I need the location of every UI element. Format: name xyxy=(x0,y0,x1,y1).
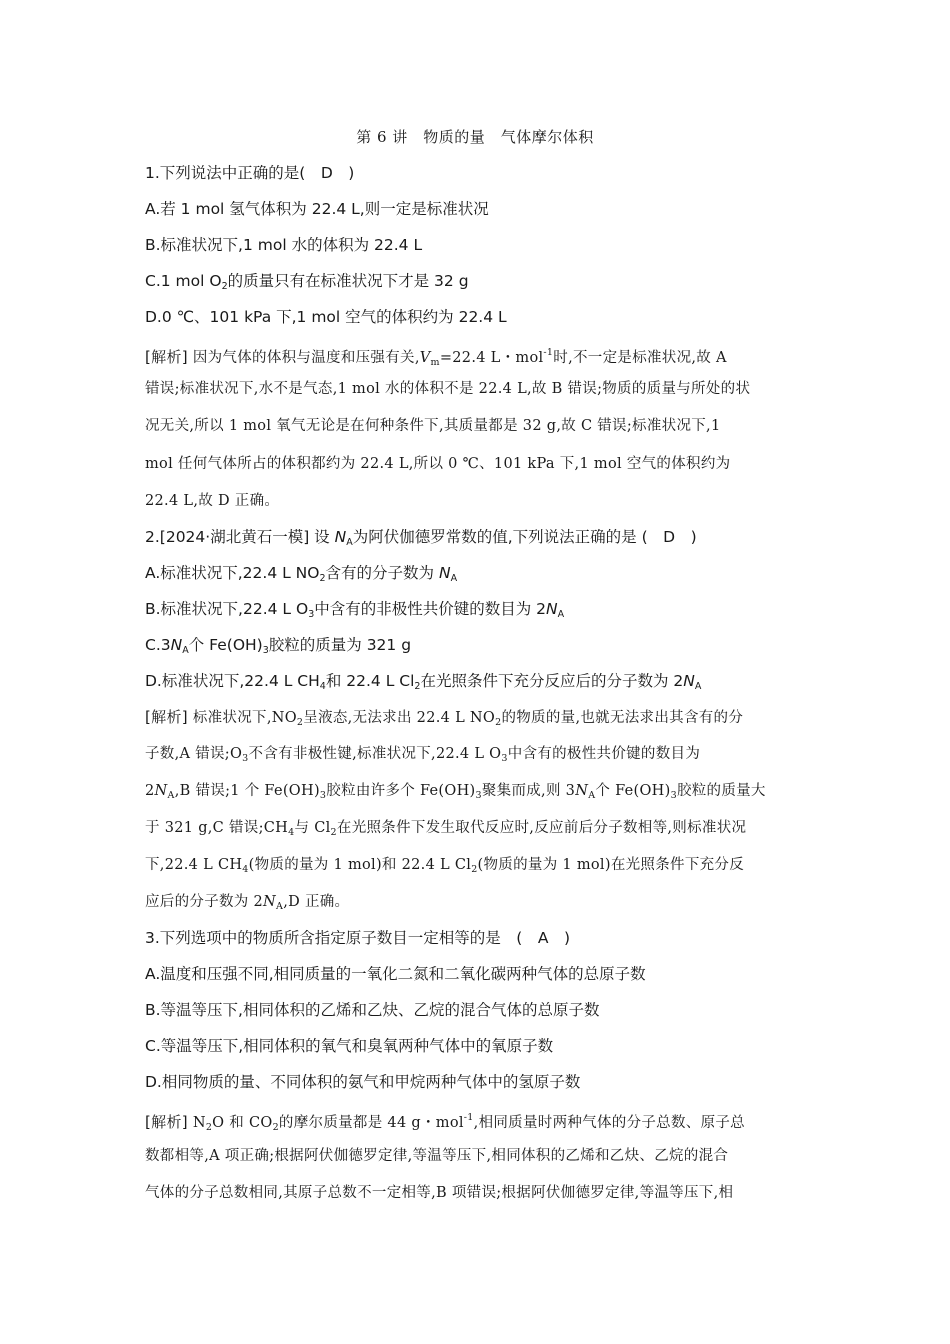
question-3-option-b: B.等温等压下,相同体积的乙烯和乙炔、乙烷的混合气体的总原子数 xyxy=(145,1001,600,1019)
question-1-option-b: B.标准状况下,1 mol 水的体积为 22.4 L xyxy=(145,236,423,254)
question-2-explanation-line: 于 321 g,C 错误$;CH_4$与 $Cl_2$在光照条件下发生取代反应时,反应前后分子数相等,则标准状况 xyxy=(145,820,747,838)
question-3-explanation-line: 数都相等,A 项正确;根据阿伏伽德罗定律,等温等压下,相同体积的乙烯和乙炔、乙烷的混合 xyxy=(145,1148,729,1164)
question-1-explanation-line: mol 任何气体所占的体积都约为 22.4 L,所以 0 ℃、101 kPa 下,1 mol 空气的体积约为 xyxy=(145,456,731,472)
page-title: 第 6 讲 物质的量 气体摩尔体积 xyxy=(356,128,594,146)
question-2-explanation-line: $2N_A,B$ 错误;1 个 $Fe(OH)_3$胶粒由许多个 $Fe(OH)_3$聚集而成,则 $3N_A$个 $Fe(OH)_3$胶粒的质量大 xyxy=(145,783,766,801)
question-3-option-a: A.温度和压强不同,相同质量的一氧化二氮和二氧化碳两种气体的总原子数 xyxy=(145,965,646,983)
question-3-explanation-line: [解析] $N_2O$ 和 $CO_2$的摩尔质量都是 44 g・mol$^{-1}$,相同质量时两种气体的分子总数、原子总 xyxy=(145,1112,745,1133)
question-1-explanation-line: [解析] 因为气体的体积与温度和压强有关$,V_m=22.4$ L・mol$^{-1}$时,不一定是标准状况,故 A xyxy=(145,347,727,368)
question-2-explanation-line: 下,22.4 L $CH_4$(物质的量为 1 mol)和 22.4 L $Cl_2$(物质的量为 1 mol)在光照条件下充分反 xyxy=(145,857,745,875)
question-1-option-a: A.若 1 mol 氢气体积为 22.4 L,则一定是标准状况 xyxy=(145,200,489,218)
question-1-explanation-line: 况无关,所以 1 mol 氧气无论是在何种条件下,其质量都是 32 g,故 C 错误;标准状况下,1 xyxy=(145,418,721,434)
question-3-option-d: D.相同物质的量、不同体积的氨气和甲烷两种气体中的氢原子数 xyxy=(145,1073,581,1091)
question-2-explanation-line: 子数,A 错误$;O_3$不含有非极性键,标准状况下,22.4 L $O_3$中含有的极性共价键的数目为 xyxy=(145,746,701,764)
question-1-explanation-line: 22.4 L,故 D 正确。 xyxy=(145,493,280,509)
question-1-explanation-line: 错误;标准状况下,水不是气态,1 mol 水的体积不是 22.4 L,故 B 错误;物质的质量与所处的状 xyxy=(145,381,751,397)
question-2-explanation-line: [解析] 标准状况下$,NO_2$呈液态,无法求出 22.4 L $NO_2$的物质的量,也就无法求出其含有的分 xyxy=(145,708,744,728)
question-2-option-d: D.标准状况下,22.4 L $CH_4$和 22.4 L $Cl_2$在光照条件下充分反应后的分子数为 $2N_A$ xyxy=(145,672,702,692)
question-1-option-d: D.0 ℃、101 kPa 下,1 mol 空气的体积约为 22.4 L xyxy=(145,308,507,326)
question-3-option-c: C.等温等压下,相同体积的氧气和臭氧两种气体中的氧原子数 xyxy=(145,1037,554,1055)
question-2-stem: 2.[2024·湖北黄石一模] 设 $N_A$为阿伏伽德罗常数的值,下列说法正确的是 ( D ) xyxy=(145,528,697,548)
question-2-option-b: B.标准状况下,22.4 L $O_3$中含有的非极性共价键的数目为 $2N_A$ xyxy=(145,600,565,620)
question-3-stem: 3.下列选项中的物质所含指定原子数目一定相等的是 ( A ) xyxy=(145,929,570,947)
question-3-explanation-line: 气体的分子总数相同,其原子总数不一定相等,B 项错误;根据阿伏伽德罗定律,等温等压下,相 xyxy=(145,1185,734,1201)
question-2-option-a: A.标准状况下,22.4 L $NO_2$含有的分子数为 $N_A$ xyxy=(145,564,458,584)
question-2-option-c: $C.3N_A$个 $Fe(OH)_3$胶粒的质量为 321 g xyxy=(145,636,412,656)
question-1-option-c: C.1 mol $O_2$的质量只有在标准状况下才是 32 g xyxy=(145,272,469,292)
question-2-explanation-line: 应后的分子数为 $2N_A,D$ 正确。 xyxy=(145,894,350,912)
question-1-stem: 1.下列说法中正确的是( D ) xyxy=(145,164,355,182)
